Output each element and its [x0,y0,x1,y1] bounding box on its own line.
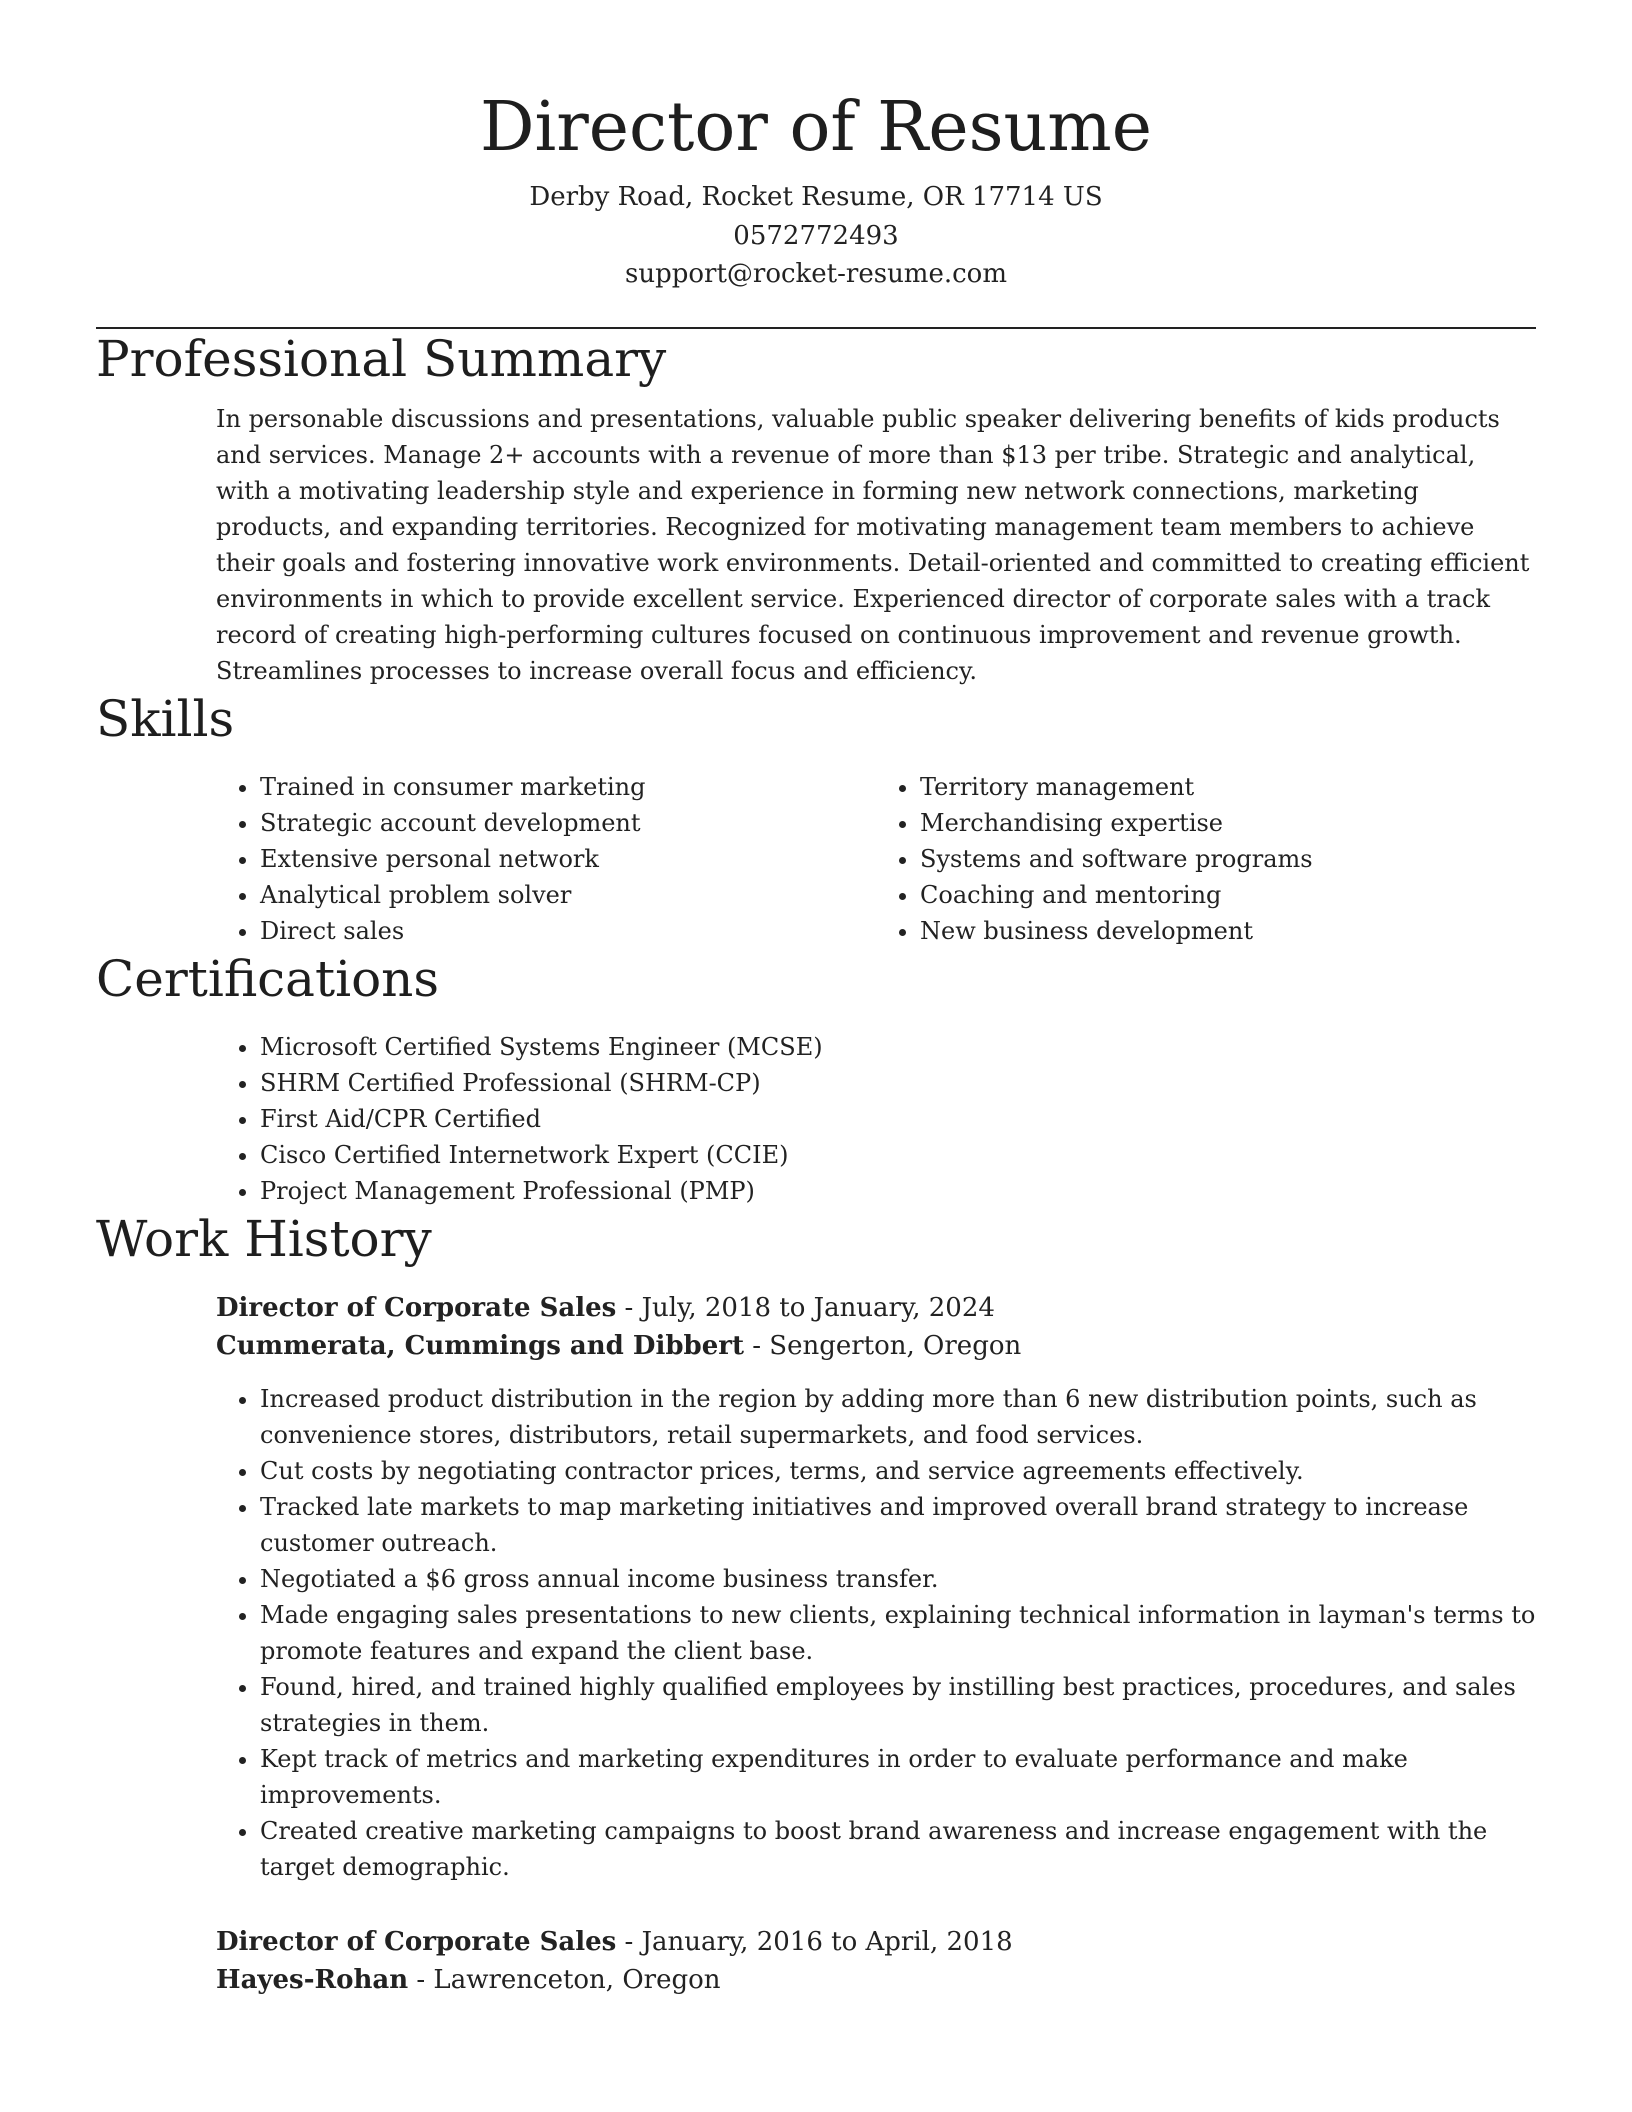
certification-item: • SHRM Certified Professional (SHRM-CP) [260,1065,1536,1101]
job-bullet: • Created creative marketing campaigns to boost brand awareness and increase engagement with the target demographic. [260,1813,1536,1885]
job-location: Lawrenceton, Oregon [433,1964,721,1995]
job-bullet: • Tracked late markets to map marketing initiatives and improved overall brand strategy to increase customer outreach. [260,1489,1536,1561]
contact-block [96,178,1536,294]
job-bullet: • Kept track of metrics and marketing expenditures in order to evaluate performance and make improvements. [260,1741,1536,1813]
skills-section [96,689,1536,949]
skill-item: • Coaching and mentoring [920,877,1536,913]
skills-list-right [876,769,1536,949]
email: support@rocket-resume.com [624,259,1007,289]
section-title-certifications: Certifications [96,949,440,1008]
address: Derby Road, Rocket Resume, OR 17714 US [529,182,1103,212]
job-company: Cummerata, Cummings and Dibbert [216,1330,744,1361]
skill-item: • Merchandising expertise [920,805,1536,841]
summary-section [96,329,1536,689]
job-separator: - [624,1926,642,1957]
skill-item: • Territory management [920,769,1536,805]
job-title-line [216,1923,1536,1961]
job-title: Director of Corporate Sales [216,1292,617,1323]
section-title-summary: Professional Summary [96,329,667,388]
certifications-section [96,949,1536,1209]
job-entry [96,1923,1536,1999]
job-bullet: • Made engaging sales presentations to new clients, explaining technical information in layman's terms to promote features and expand the client base. [260,1597,1536,1669]
skills-columns [216,769,1536,949]
job-bullet: • Negotiated a $6 gross annual income business transfer. [260,1561,1536,1597]
skill-item: • Direct sales [260,913,876,949]
certification-item: • Cisco Certified Internetwork Expert (CCIE) [260,1137,1536,1173]
skill-item: • Analytical problem solver [260,877,876,913]
skills-list-left [216,769,876,949]
job-bullet: • Increased product distribution in the region by adding more than 6 new distribution points, such as convenience stores, distributors, retail supermarkets, and food services. [260,1381,1536,1453]
job-company-line [216,1327,1536,1365]
job-separator: - [624,1292,642,1323]
candidate-name: Director of Resume [479,88,1153,167]
job-bullet: • Found, hired, and trained highly qualified employees by instilling best practices, procedures, and sales strategies in them. [260,1669,1536,1741]
resume-page [96,0,1536,1999]
certifications-list [216,1029,1536,1209]
certification-item: • First Aid/CPR Certified [260,1101,1536,1137]
job-bullets [216,1381,1536,1885]
skill-item: • Trained in consumer marketing [260,769,876,805]
job-title: Director of Corporate Sales [216,1926,617,1957]
job-dates: July, 2018 to January, 2024 [641,1292,995,1323]
section-title-skills: Skills [96,689,235,748]
skill-item: • Systems and software programs [920,841,1536,877]
job-company-line [216,1961,1536,1999]
work-history-section [96,1209,1536,1999]
phone: 0572772493 [733,220,899,251]
certification-item: • Project Management Professional (PMP) [260,1173,1536,1209]
job-location: Sengerton, Oregon [769,1330,1022,1361]
resume-header [96,0,1536,294]
certification-item: • Microsoft Certified Systems Engineer (MCSE) [260,1029,1536,1065]
job-company: Hayes-Rohan [216,1964,409,1995]
job-separator: - [752,1330,770,1361]
job-dates: January, 2016 to April, 2018 [641,1926,1013,1957]
skill-item: • New business development [920,913,1536,949]
job-entry [96,1289,1536,1885]
job-separator: - [416,1964,434,1995]
summary-text: In personable discussions and presentations, valuable public speaker delivering benefits of kids products and services. Manage 2+ accounts with a revenue of more than $13 per tribe. Strategic and analytical, with a motivating leadership style and experience in forming new network connections, marketing products, and expanding territories. Recognized for motivating management team members to achieve their goals and fostering innovative work environments. Detail-oriented and committed to creating efficient environments in which to provide excellent service. Experienced director of corporate sales with a track record of creating high-performing cultures focused on continuous improvement and revenue growth. Streamlines processes to increase overall focus and efficiency. [216,404,1530,685]
skill-item: • Strategic account development [260,805,876,841]
job-title-line [216,1289,1536,1327]
job-bullet: • Cut costs by negotiating contractor prices, terms, and service agreements effectively. [260,1453,1536,1489]
section-title-work-history: Work History [96,1209,432,1268]
skill-item: • Extensive personal network [260,841,876,877]
